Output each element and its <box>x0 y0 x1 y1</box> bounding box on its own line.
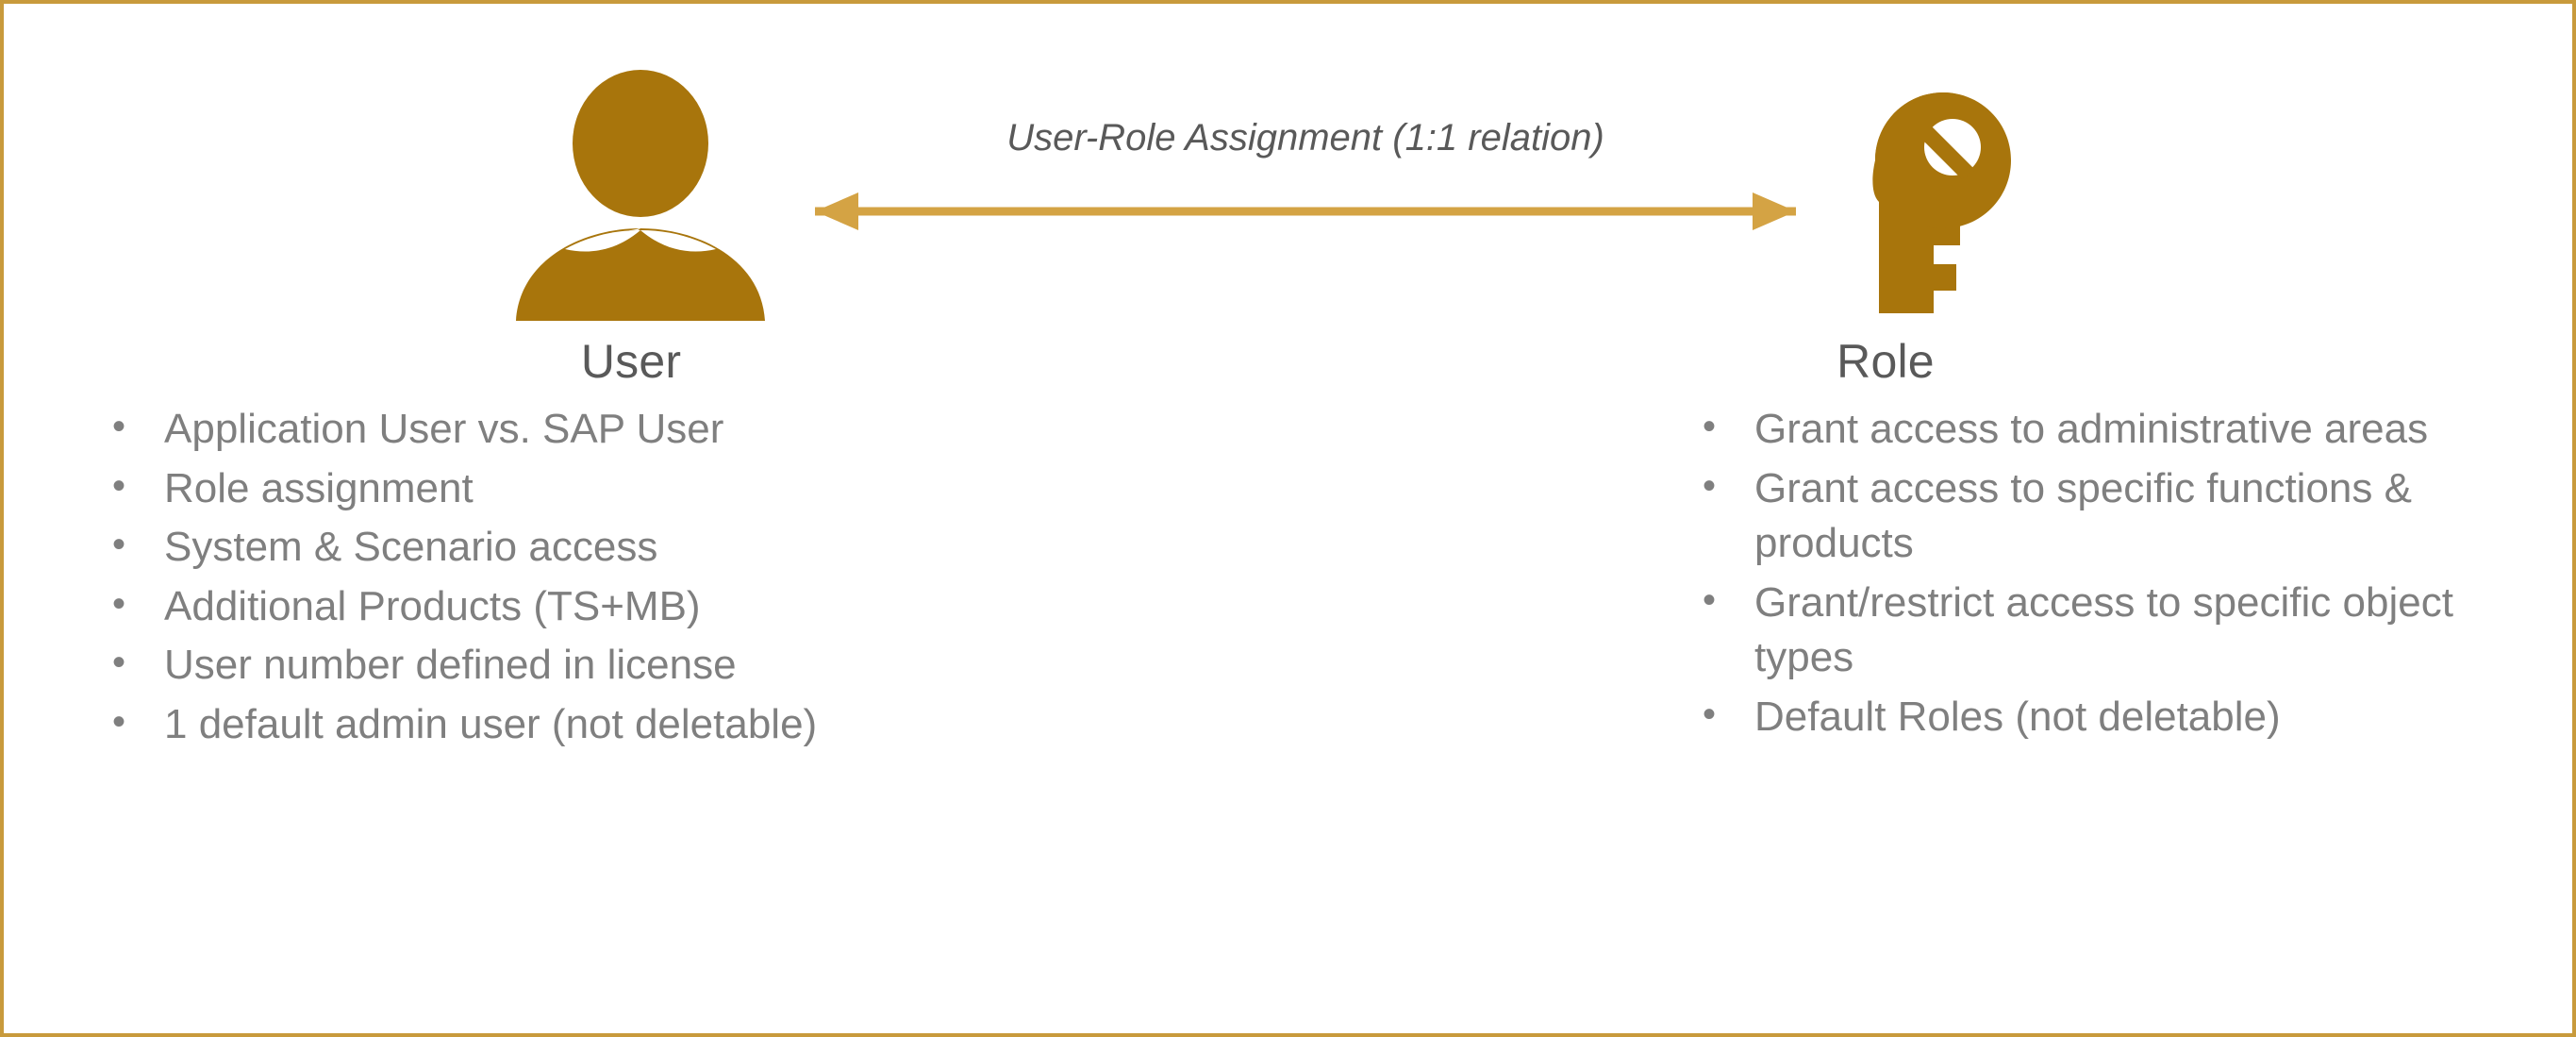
bullet-marker-icon: • <box>111 642 125 684</box>
bullet-text: 1 default admin user (not deletable) <box>164 700 818 747</box>
bullet-text: Grant access to administrative areas <box>1754 406 2429 452</box>
bullet-marker-icon: • <box>111 700 125 743</box>
role-bullet-list <box>1258 402 2513 744</box>
bullet-marker-icon: • <box>1702 578 1716 621</box>
bullet-text: System & Scenario access <box>164 524 658 571</box>
bullet-marker-icon: • <box>111 582 125 625</box>
user-heading: User <box>580 335 682 388</box>
user-role-relation <box>777 117 1834 249</box>
list-item <box>74 697 1230 753</box>
arrow-left-head-icon <box>815 192 858 230</box>
bullet-marker-icon: • <box>1702 464 1716 507</box>
list-item <box>1664 576 2456 686</box>
user-bullet-list <box>4 402 1258 752</box>
list-item <box>1664 690 2456 745</box>
bullet-marker-icon: • <box>111 406 125 447</box>
bullet-text: Application User vs. SAP User <box>164 406 724 452</box>
list-item <box>74 520 1230 576</box>
list-item <box>74 461 1230 517</box>
bullet-text: Grant access to specific functions & products <box>1754 464 2412 567</box>
user-icon <box>499 70 782 325</box>
bullet-text: Grant/restrict access to specific object types <box>1754 578 2453 681</box>
bullet-text: Role assignment <box>164 464 474 511</box>
bullet-marker-icon: • <box>111 524 125 566</box>
relation-label: User-Role Assignment (1:1 relation) <box>1006 117 1604 159</box>
role-heading: Role <box>1836 335 1935 388</box>
arrow-right-head-icon <box>1753 192 1796 230</box>
list-item <box>74 579 1230 635</box>
bullet-marker-icon: • <box>1702 406 1716 447</box>
list-item <box>1664 461 2456 572</box>
bullet-marker-icon: • <box>111 464 125 507</box>
bullet-marker-icon: • <box>1702 693 1716 735</box>
bullet-text: Default Roles (not deletable) <box>1754 693 2281 740</box>
list-item <box>74 402 1230 458</box>
list-item <box>74 638 1230 694</box>
bullet-text: User number defined in license <box>164 642 737 689</box>
bullet-text: Additional Products (TS+MB) <box>164 582 701 629</box>
double-arrow-icon <box>777 183 1834 240</box>
list-item <box>1664 402 2456 458</box>
